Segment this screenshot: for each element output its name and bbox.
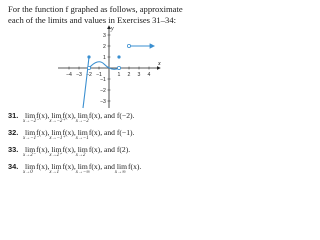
limit-expression: f(x), <box>36 145 50 154</box>
closed-point <box>117 55 120 58</box>
exercise-body <box>23 145 131 158</box>
open-point <box>117 66 120 69</box>
y-tick-label: −3 <box>100 99 106 105</box>
limit-subscript: x→2 <box>75 153 86 158</box>
limit-expression: f(x), and f(2). <box>88 145 131 154</box>
x-tick-label: −4 <box>66 72 72 78</box>
exercise-item <box>8 111 200 127</box>
limit-subscript: x→−2 <box>75 119 89 124</box>
limit-word: lim <box>51 145 62 154</box>
limit-subscript: x→1 <box>49 170 60 175</box>
limit-expression: f(x), <box>62 145 76 154</box>
x-tick-label: 1 <box>117 72 121 78</box>
y-axis-label: y <box>111 26 114 32</box>
function-graph <box>0 24 200 109</box>
limit-operator <box>75 145 88 158</box>
limit-word: lim <box>25 162 36 171</box>
exercise-number: 33. <box>8 145 19 154</box>
limit-expression: f(x), <box>36 111 50 120</box>
y-tick-label: 3 <box>103 33 106 39</box>
limit-operator <box>49 111 66 124</box>
limit-word: lim <box>77 128 88 137</box>
intro-text <box>8 4 196 25</box>
intro-paragraph: For the function f graphed as follows, approximate each of the limits and values in Exercises 31–34: <box>8 4 183 25</box>
x-tick-label: 2 <box>127 72 131 78</box>
limit-operator <box>49 128 66 141</box>
limit-operator <box>75 162 90 175</box>
limit-word: lim <box>25 145 36 154</box>
limit-subscript: x→2⁻ <box>23 153 36 158</box>
limit-word: lim <box>77 145 88 154</box>
limit-subscript: x→−1⁺ <box>49 136 66 141</box>
limit-expression: f(x), <box>36 128 50 137</box>
limit-word: lim <box>51 111 62 120</box>
limit-word: lim <box>25 111 36 120</box>
limit-expression: f(x), and <box>88 162 115 171</box>
limit-operator <box>23 111 39 124</box>
limit-operator <box>49 145 62 158</box>
limit-subscript: x→∞ <box>114 170 126 175</box>
exercise-number: 31. <box>8 111 19 120</box>
limit-expression: f(x), <box>62 111 76 120</box>
limit-word: lim <box>51 128 62 137</box>
y-tick-label: 2 <box>103 44 106 50</box>
limit-expression: f(x), <box>62 162 76 171</box>
exercise-body <box>23 111 135 124</box>
closed-point <box>87 55 90 58</box>
limit-word: lim <box>51 162 62 171</box>
limit-expression: f(x), and f(−2). <box>88 111 135 120</box>
open-point <box>87 66 90 69</box>
x-tick-label: 4 <box>147 72 151 78</box>
x-tick-label: −2 <box>86 72 92 78</box>
y-tick-label: −2 <box>100 88 106 94</box>
exercise-body <box>23 128 135 141</box>
limit-subscript: x→−1⁻ <box>23 136 39 141</box>
limit-subscript: x→−2⁺ <box>49 119 66 124</box>
x-axis-label: x <box>158 61 161 67</box>
limit-word: lim <box>77 111 88 120</box>
y-tick-label: −1 <box>100 77 106 83</box>
exercise-item <box>8 145 200 161</box>
limit-operator <box>23 162 36 175</box>
limit-subscript: x→2⁺ <box>49 153 62 158</box>
limit-expression: f(x), <box>62 128 76 137</box>
limit-word: lim <box>77 162 88 171</box>
exercise-item <box>8 128 200 144</box>
limit-operator <box>75 111 89 124</box>
open-point <box>127 44 130 47</box>
x-tick-label: −1 <box>96 72 102 78</box>
limit-expression: f(x), <box>36 162 50 171</box>
limit-word: lim <box>25 128 36 137</box>
x-tick-label: −3 <box>76 72 82 78</box>
curve-left-branch <box>83 57 89 108</box>
x-tick-label: 3 <box>137 72 141 78</box>
limit-subscript: x→−1 <box>75 136 89 141</box>
exercise-item <box>8 162 200 178</box>
limit-expression: f(x), and f(−1). <box>88 128 135 137</box>
limit-word: lim <box>116 162 128 171</box>
limit-subscript: x→−2⁻ <box>23 119 39 124</box>
limit-expression: f(x). <box>128 162 142 171</box>
limit-operator <box>75 128 89 141</box>
limit-operator <box>23 128 39 141</box>
exercise-number: 32. <box>8 128 19 137</box>
limit-operator <box>114 162 128 175</box>
y-tick-label: 1 <box>103 55 106 61</box>
limit-operator <box>23 145 36 158</box>
exercise-body <box>23 162 142 175</box>
limit-operator <box>49 162 62 175</box>
exercise-number: 34. <box>8 162 19 171</box>
limit-subscript: x→0 <box>23 170 33 175</box>
limit-subscript: x→−∞ <box>75 170 90 175</box>
